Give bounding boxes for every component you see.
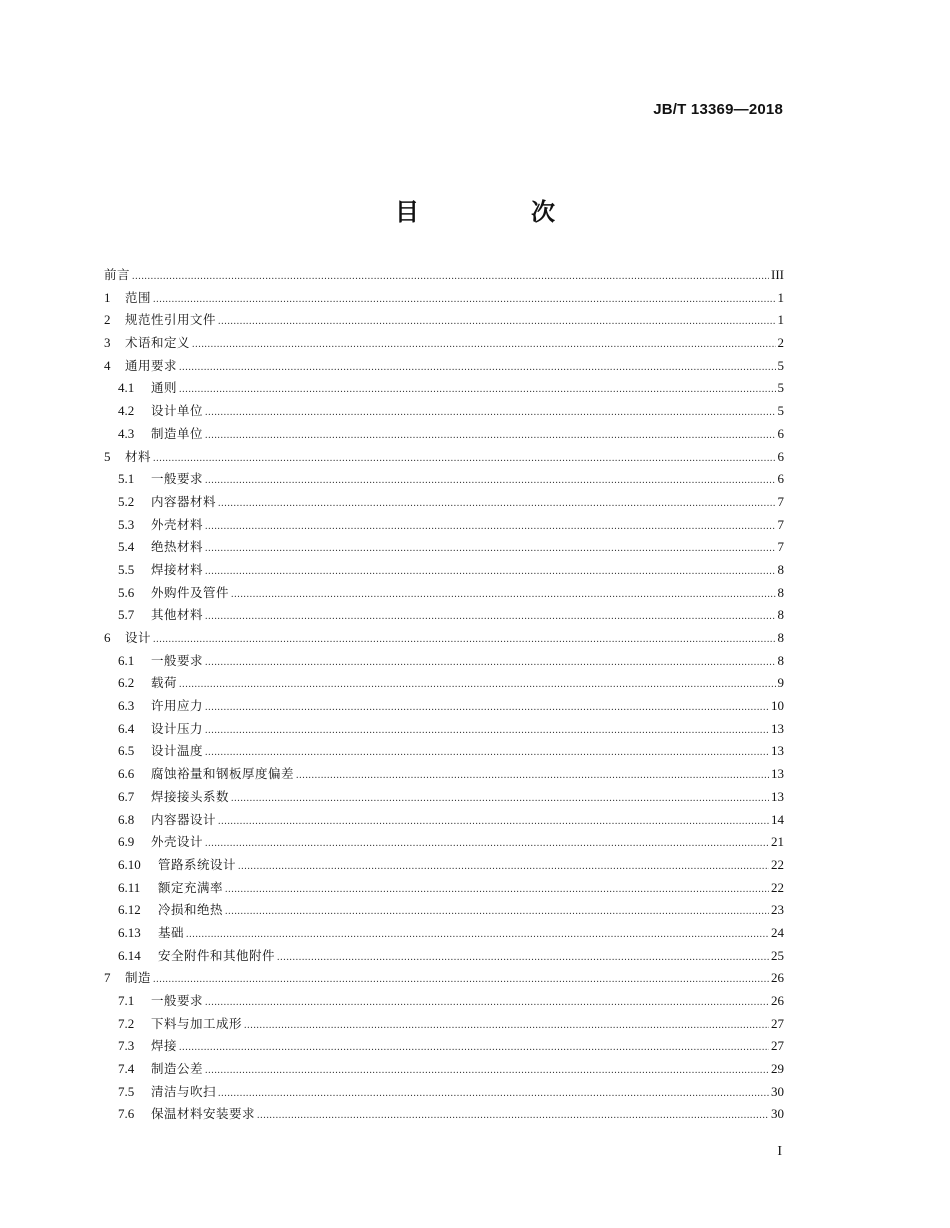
toc-entry-label: 设计温度 (151, 743, 204, 759)
dot-leader (205, 652, 775, 675)
toc-entry[interactable] (104, 423, 784, 446)
toc-entry-page: 24 (771, 924, 784, 940)
dot-leader (153, 969, 769, 992)
toc-entry-page: 7 (777, 516, 784, 532)
toc-entry-label: 制造 (125, 970, 152, 986)
toc-entry[interactable] (104, 763, 784, 786)
toc-entry-number: 5.7 (118, 607, 135, 623)
page-number: I (777, 1144, 782, 1159)
toc-entry-label: 安全附件和其他附件 (158, 947, 276, 963)
dot-leader (218, 493, 775, 516)
toc-entry-page: 13 (771, 720, 784, 736)
toc-entry-number: 6.12 (118, 902, 141, 918)
dot-leader (205, 516, 775, 539)
toc-entry[interactable] (104, 514, 784, 537)
toc-entry-page: 1 (777, 312, 784, 328)
toc-entry-number: 7 (104, 970, 111, 986)
toc-entry[interactable] (104, 899, 784, 922)
toc-entry-label: 前言 (104, 267, 131, 282)
toc-entry-number: 5.1 (118, 471, 135, 487)
toc-entry[interactable] (104, 854, 784, 877)
toc-entry-number: 5.6 (118, 584, 135, 600)
toc-entry[interactable] (104, 377, 784, 400)
toc-entry-number: 6.14 (118, 947, 141, 963)
toc-entry-label: 焊接材料 (151, 561, 204, 577)
dot-leader (231, 788, 769, 811)
toc-entry-label: 焊接接头系数 (151, 788, 230, 804)
toc-entry-number: 6 (104, 630, 111, 645)
toc-entry[interactable] (104, 627, 784, 650)
toc-entry-label: 保温材料安装要求 (151, 1106, 256, 1122)
toc-entry[interactable] (104, 582, 784, 605)
toc-entry-page: 5 (777, 403, 784, 419)
toc-entry[interactable] (104, 446, 784, 469)
dot-leader (132, 266, 769, 289)
toc-entry-label: 焊接 (151, 1038, 178, 1054)
dot-leader (205, 720, 769, 743)
toc-entry-number: 4.1 (118, 380, 135, 396)
toc-entry-page: 1 (777, 289, 784, 305)
toc-entry[interactable] (104, 809, 784, 832)
toc-entry-label: 制造单位 (151, 425, 204, 441)
toc-entry-page: III (771, 267, 784, 282)
toc-entry-page: 13 (771, 788, 784, 804)
dot-leader (153, 448, 775, 471)
toc-entry-page: 30 (771, 1106, 784, 1122)
toc-entry[interactable] (104, 1103, 784, 1126)
toc-entry-label: 冷损和绝热 (158, 902, 224, 918)
toc-entry-label: 外购件及管件 (151, 584, 230, 600)
toc-entry-number: 6.10 (118, 856, 141, 872)
dot-leader (218, 311, 775, 334)
toc-entry[interactable] (104, 468, 784, 491)
toc-entry[interactable] (104, 1058, 784, 1081)
toc-entry[interactable] (104, 945, 784, 968)
toc-entry[interactable] (104, 718, 784, 741)
toc-entry[interactable] (104, 695, 784, 718)
toc-entry-number: 6.7 (118, 788, 135, 804)
toc-entry-number: 6.5 (118, 743, 135, 759)
toc-entry-number: 2 (104, 312, 111, 328)
toc-entry-label: 内容器设计 (151, 811, 217, 827)
toc-entry-label: 通则 (151, 380, 178, 396)
toc-entry-page: 27 (771, 1015, 784, 1031)
toc-entry-label: 一般要求 (151, 993, 204, 1008)
toc-entry-number: 5.5 (118, 561, 135, 577)
toc-entry-page: 27 (771, 1038, 784, 1054)
toc-entry-label: 清洁与吹扫 (151, 1083, 217, 1099)
toc-entry-page: 5 (777, 357, 784, 373)
toc-entry-number: 6.8 (118, 811, 135, 827)
toc-entry[interactable] (104, 922, 784, 945)
toc-entry[interactable] (104, 831, 784, 854)
toc-entry-label: 许用应力 (151, 698, 204, 714)
toc-entry-label: 外壳材料 (151, 516, 204, 532)
toc-entry-page: 29 (771, 1061, 784, 1077)
toc-entry-page: 9 (777, 675, 784, 691)
toc-entry[interactable] (104, 536, 784, 559)
toc-entry-page: 23 (771, 902, 784, 918)
toc-entry-page: 7 (777, 539, 784, 555)
toc-entry-page: 8 (777, 561, 784, 577)
toc-entry-label: 其他材料 (151, 607, 204, 623)
toc-entry[interactable] (104, 264, 784, 287)
toc-entry[interactable] (104, 332, 784, 355)
dot-leader (296, 765, 769, 788)
toc-entry[interactable] (104, 287, 784, 310)
dot-leader (192, 334, 775, 357)
dot-leader (205, 992, 769, 1015)
toc-entry-label: 管路系统设计 (158, 856, 237, 872)
dot-leader (179, 357, 775, 380)
toc-entry-number: 5.3 (118, 516, 135, 532)
standard-code: JB/T 13369—2018 (653, 101, 783, 118)
dot-leader (205, 606, 775, 629)
dot-leader (205, 425, 775, 448)
toc-entry-label: 通用要求 (125, 357, 178, 373)
dot-leader (205, 470, 775, 493)
toc-entry-page: 10 (771, 698, 784, 714)
toc-entry-page: 26 (771, 970, 784, 986)
toc-entry[interactable] (104, 1013, 784, 1036)
dot-leader (231, 584, 775, 607)
page-title: 目 次 (395, 198, 599, 226)
toc-entry[interactable] (104, 1081, 784, 1104)
toc-entry-page: 8 (777, 630, 784, 645)
table-of-contents (104, 264, 784, 1126)
toc-entry[interactable] (104, 559, 784, 582)
toc-entry-label: 内容器材料 (151, 493, 217, 509)
dot-leader (257, 1105, 769, 1128)
toc-entry-page: 2 (777, 335, 784, 351)
toc-entry-label: 绝热材料 (151, 539, 204, 555)
dot-leader (205, 742, 769, 765)
toc-entry-label: 下料与加工成形 (151, 1015, 243, 1031)
dot-leader (153, 629, 775, 652)
toc-entry-page: 8 (777, 584, 784, 600)
toc-entry-number: 6.9 (118, 834, 135, 850)
dot-leader (179, 674, 775, 697)
toc-entry-page: 7 (777, 493, 784, 509)
dot-leader (218, 811, 769, 834)
toc-entry-label: 材料 (125, 448, 152, 464)
toc-entry-label: 设计压力 (151, 720, 204, 736)
toc-entry[interactable] (104, 309, 784, 332)
dot-leader (205, 697, 769, 720)
dot-leader (205, 1060, 769, 1083)
toc-entry[interactable] (104, 672, 784, 695)
toc-entry[interactable] (104, 491, 784, 514)
toc-entry-number: 5.2 (118, 493, 135, 509)
toc-entry[interactable] (104, 1035, 784, 1058)
dot-leader (205, 402, 775, 425)
toc-entry-number: 7.4 (118, 1061, 135, 1077)
toc-entry-page: 8 (777, 607, 784, 623)
toc-entry-label: 基础 (158, 924, 185, 940)
toc-entry-page: 13 (771, 766, 784, 782)
toc-entry-page: 26 (771, 993, 784, 1008)
toc-entry-label: 载荷 (151, 675, 178, 691)
toc-entry-number: 1 (104, 289, 111, 305)
toc-entry-number: 5.4 (118, 539, 135, 555)
toc-entry-number: 7.3 (118, 1038, 135, 1054)
toc-entry-label: 腐蚀裕量和钢板厚度偏差 (151, 766, 295, 782)
toc-entry[interactable] (104, 990, 784, 1013)
toc-entry-label: 术语和定义 (125, 335, 191, 351)
toc-entry-page: 25 (771, 947, 784, 963)
toc-entry-number: 6.11 (118, 879, 141, 895)
toc-entry[interactable] (104, 400, 784, 423)
toc-entry-label: 外壳设计 (151, 834, 204, 850)
toc-entry-page: 14 (771, 811, 784, 827)
toc-entry-page: 5 (777, 380, 784, 396)
toc-entry-number: 6.13 (118, 924, 141, 940)
toc-entry-page: 30 (771, 1083, 784, 1099)
dot-leader (179, 379, 775, 402)
toc-entry-page: 22 (771, 879, 784, 895)
toc-entry[interactable] (104, 650, 784, 673)
toc-entry-number: 7.6 (118, 1106, 135, 1122)
toc-entry-page: 6 (777, 425, 784, 441)
dot-leader (205, 833, 769, 856)
toc-entry-label: 一般要求 (151, 652, 204, 668)
toc-entry-label: 额定充满率 (158, 879, 224, 895)
toc-entry-label: 范围 (125, 289, 152, 305)
toc-entry-number: 6.1 (118, 652, 135, 668)
toc-entry-number: 6.3 (118, 698, 135, 714)
toc-entry-number: 7.2 (118, 1015, 135, 1031)
dot-leader (153, 289, 775, 312)
dot-leader (277, 947, 769, 970)
toc-entry-number: 4 (104, 357, 111, 373)
toc-entry-number: 6.4 (118, 720, 135, 736)
toc-entry-label: 设计 (125, 630, 152, 645)
dot-leader (244, 1015, 769, 1038)
toc-entry-label: 一般要求 (151, 471, 204, 487)
dot-leader (225, 879, 769, 902)
toc-entry-page: 6 (777, 471, 784, 487)
toc-entry[interactable] (104, 740, 784, 763)
dot-leader (205, 538, 775, 561)
toc-entry-number: 6.2 (118, 675, 135, 691)
toc-entry-label: 制造公差 (151, 1061, 204, 1077)
dot-leader (238, 856, 769, 879)
toc-entry-number: 6.6 (118, 766, 135, 782)
toc-entry-label: 规范性引用文件 (125, 312, 217, 328)
toc-entry[interactable] (104, 604, 784, 627)
dot-leader (179, 1037, 769, 1060)
dot-leader (218, 1083, 769, 1106)
dot-leader (225, 901, 769, 924)
toc-entry-page: 8 (777, 652, 784, 668)
toc-entry-label: 设计单位 (151, 403, 204, 419)
toc-entry[interactable] (104, 355, 784, 378)
toc-entry-number: 7.1 (118, 993, 135, 1008)
toc-entry-number: 7.5 (118, 1083, 135, 1099)
toc-entry-number: 4.3 (118, 425, 135, 441)
toc-entry-page: 22 (771, 856, 784, 872)
toc-entry-number: 4.2 (118, 403, 135, 419)
toc-entry[interactable] (104, 877, 784, 900)
dot-leader (186, 924, 769, 947)
toc-entry[interactable] (104, 967, 784, 990)
toc-entry-number: 3 (104, 335, 111, 351)
dot-leader (205, 561, 775, 584)
toc-entry-page: 13 (771, 743, 784, 759)
toc-entry-number: 5 (104, 448, 111, 464)
toc-entry-page: 6 (777, 448, 784, 464)
toc-entry[interactable] (104, 786, 784, 809)
toc-entry-page: 21 (771, 834, 784, 850)
